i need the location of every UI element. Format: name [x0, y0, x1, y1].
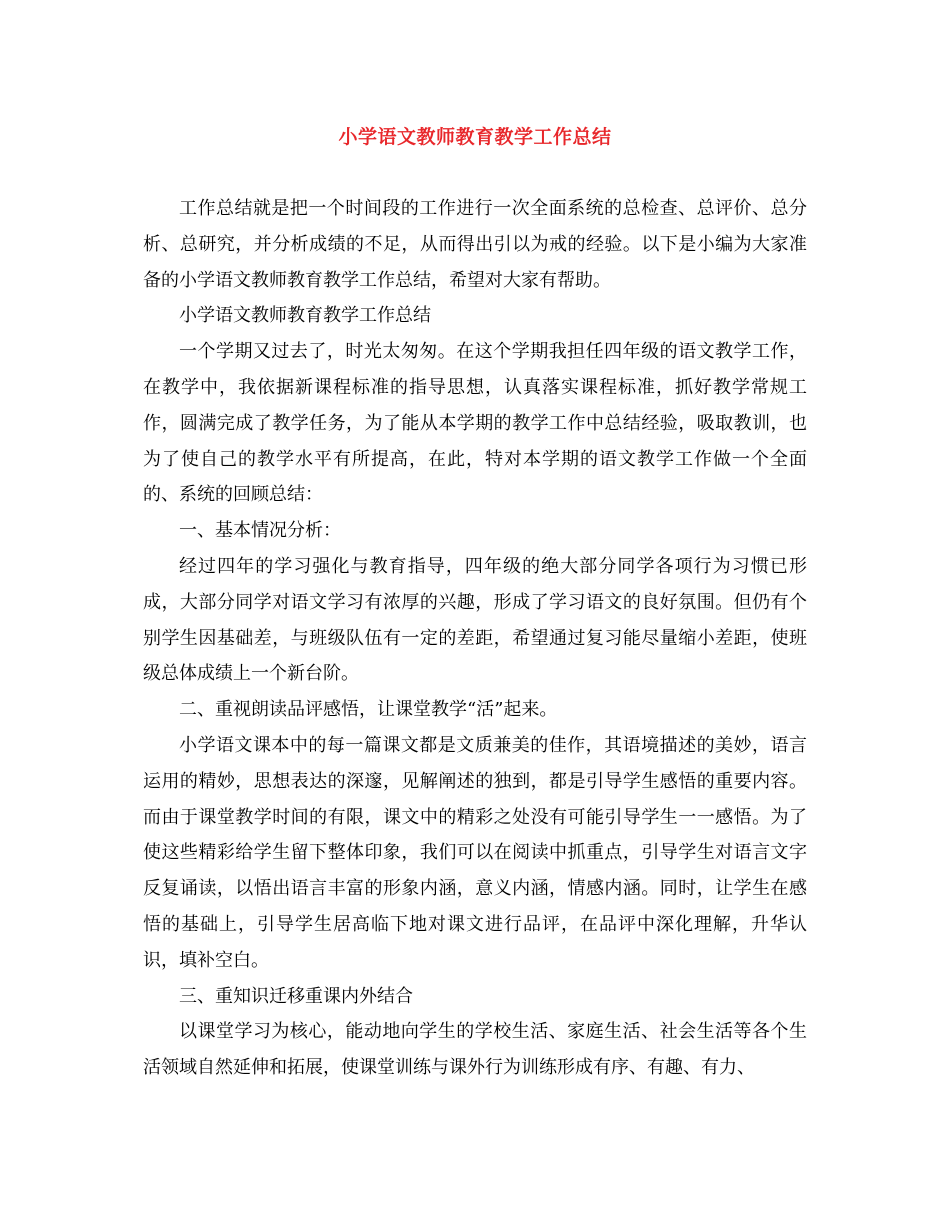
section-heading-2: 二、重视朗读品评感悟，让课堂教学“活”起来。	[179, 699, 558, 721]
section-heading-3: 三、重知识迁移重课内外结合	[179, 985, 413, 1007]
paragraph-subtitle: 小学语文教师教育教学工作总结	[179, 305, 431, 327]
paragraph-opening: 一个学期又过去了，时光太匆匆。在这个学期我担任四年级的语文教学工作，在教学中，我依据新课程标准的指导思想，认真落实课程标准，抓好教学常规工作，圆满完成了教学任务，为了能从本学期的教学工作中总结经验，吸取教训，也为了使自己的教学水平有所提高，在此，特对本学期的语文教学工作做一个全面的、系统的回顾总结：	[143, 341, 807, 506]
paragraph-section-1: 经过四年的学习强化与教育指导，四年级的绝大部分同学各项行为习惯已形成，大部分同学对语文学习有浓厚的兴趣，形成了学习语文的良好氛围。但仍有个别学生因基础差，与班级队伍有一定的差距，希望通过复习能尽量缩小差距，使班级总体成绩上一个新台阶。	[143, 555, 807, 685]
paragraph-section-3: 以课堂学习为核心，能动地向学生的学校生活、家庭生活、社会生活等各个生活领域自然延伸和拓展，使课堂训练与课外行为训练形成有序、有趣、有力、	[143, 1021, 807, 1079]
document-title: 小学语文教师教育教学工作总结	[338, 126, 612, 148]
paragraph-intro: 工作总结就是把一个时间段的工作进行一次全面系统的总检查、总评价、总分析、总研究，并分析成绩的不足，从而得出引以为戒的经验。以下是小编为大家准备的小学语文教师教育教学工作总结，希望对大家有帮助。	[143, 198, 807, 291]
document-body	[143, 191, 807, 1086]
section-heading-1: 一、基本情况分析：	[179, 520, 341, 542]
paragraph-section-2: 小学语文课本中的每一篇课文都是文质兼美的佳作，其语境描述的美妙，语言运用的精妙，思想表达的深邃，见解阐述的独到，都是引导学生感悟的重要内容。而由于课堂教学时间的有限，课文中的精彩之处没有可能引导学生一一感悟。为了使这些精彩给学生留下整体印象，我们可以在阅读中抓重点，引导学生对语言文字反复诵读，以悟出语言丰富的形象内涵，意义内涵，情感内涵。同时，让学生在感悟的基础上，引导学生居高临下地对课文进行品评，在品评中深化理解，升华认识，填补空白。	[143, 734, 807, 971]
